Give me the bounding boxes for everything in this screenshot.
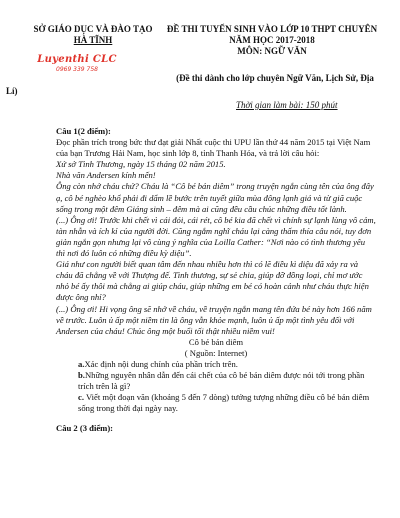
part-label: c. — [78, 392, 84, 403]
part-label: a. — [78, 358, 85, 369]
letter-source: ( Nguồn: Internet) — [184, 347, 248, 358]
exam-dedication-cont: Lí) — [6, 86, 18, 96]
question-1b — [56, 370, 376, 392]
header-department — [28, 24, 158, 46]
part-text: Viết một đoạn văn (khoảng 5 đến 7 dòng) tưởng tượng những điều cô bé bán diêm sống trong thời đại ngày nay. — [78, 392, 370, 414]
exam-body — [56, 126, 376, 435]
exam-time: Thời gian làm bài: 150 phút — [236, 100, 338, 110]
exam-title: ĐỀ THI TUYỂN SINH VÀO LỚP 10 THPT CHUYÊN — [166, 24, 378, 34]
part-text: Những nguyên nhân dẫn đến cái chết của cô bé bán diêm được nói tới trong phần trích trên là gì? — [78, 370, 365, 392]
letter-paragraph: Ông còn nhớ cháu chứ? Cháu là “Cô bé bán diêm” trong truyện ngắn cùng tên của ông đây ạ, cô bé nghèo khổ phải đi dẩm lề bước trên tuyết giữa mùa đông lạnh giá và từ giã cuộc sống trong một đêm Giáng sinh – đêm mà ai cũng đều cầu chúc những điều tốt lành. — [56, 181, 374, 214]
letter-paragraph: (...) Ông ơi! Trước khi chết vì cái đói, cái rét, cô bé kia đã chết vì chính sự lạnh lùng vô cảm, tàn nhẫn và ích kỉ của người đời. Cũng ngắm nghĩ cháu lại càng thấm thía câu nói, tuy đơn giản ngắn gọn nhưng lại vô cùng ý nghĩa của Loilla Cather: “Nơi nào có tình thương yêu thì nơi đó luôn có những điều kỳ diệu”. — [56, 214, 376, 259]
question-1-heading: Câu 1(2 điểm): — [56, 126, 111, 136]
question-1a — [56, 359, 376, 370]
watermark-logo — [32, 54, 122, 73]
school-year: NĂM HỌC 2017-2018 — [229, 35, 315, 45]
header-exam-title — [158, 24, 386, 57]
exam-dedication: (Đề thi dành cho lớp chuyên Ngữ Văn, Lịch Sử, Địa — [176, 73, 374, 83]
letter-greeting: Nhà văn Andersen kính mến! — [56, 170, 156, 181]
question-2-heading: Câu 2 (3 điểm): — [56, 423, 114, 434]
province-name: HÀ TĨNH — [73, 35, 113, 45]
logo-phone: 0969 339 758 — [56, 66, 98, 73]
part-text: Xác định nội dung chính của phần trích trên. — [84, 358, 238, 369]
department-name: SỞ GIÁO DỤC VÀ ĐÀO TẠO — [33, 24, 153, 34]
spacer — [56, 414, 376, 423]
letter-paragraph: (...) Ông ơi! Hi vọng ông sẽ nhớ về cháu, về truyện ngắn mang tên đứa bé này hơn 166 năm về trước. Luôn ủ ấp một niềm tin là ông vẫn khỏe mạnh, luôn ủ ấp một tình yêu đối với Andersen của cháu! Chúc ông một buổi tối thật nhiều niềm vui! — [56, 303, 372, 336]
question-1c — [56, 392, 376, 414]
letter-paragraph: Giá như con người biết quan tâm đến nhau nhiều hơn thì có lẽ điều kì diệu đã xảy ra và cháu đã chẳng về với Thượng đế. Tình thương, sự sẻ chia, giúp đỡ đồng loại, chỉ mơ ước nhỏ bé ấy thôi mà chẳng ai giúp cháu, giúp những em bé có hoàn cảnh như cháu thực hiện được ông nhỉ? — [56, 259, 369, 303]
logo-brand: Luyenthi CLC — [37, 54, 117, 65]
question-1-intro: Đọc phần trích trong bức thư đạt giải Nhất cuộc thi UPU lần thứ 44 năm 2015 tại Việt Nam của bạn Trương Hải Nam, học sinh lớp 8, tỉnh Thanh Hóa, và trả lời câu hỏi: — [56, 137, 371, 159]
part-label: b. — [78, 370, 85, 381]
letter-date: Xứ sở Tình Thương, ngày 15 tháng 02 năm 2015. — [56, 159, 226, 170]
letter-signature: Cô bé bán diêm — [188, 336, 244, 347]
subject: MÔN: NGỮ VĂN — [237, 46, 307, 56]
